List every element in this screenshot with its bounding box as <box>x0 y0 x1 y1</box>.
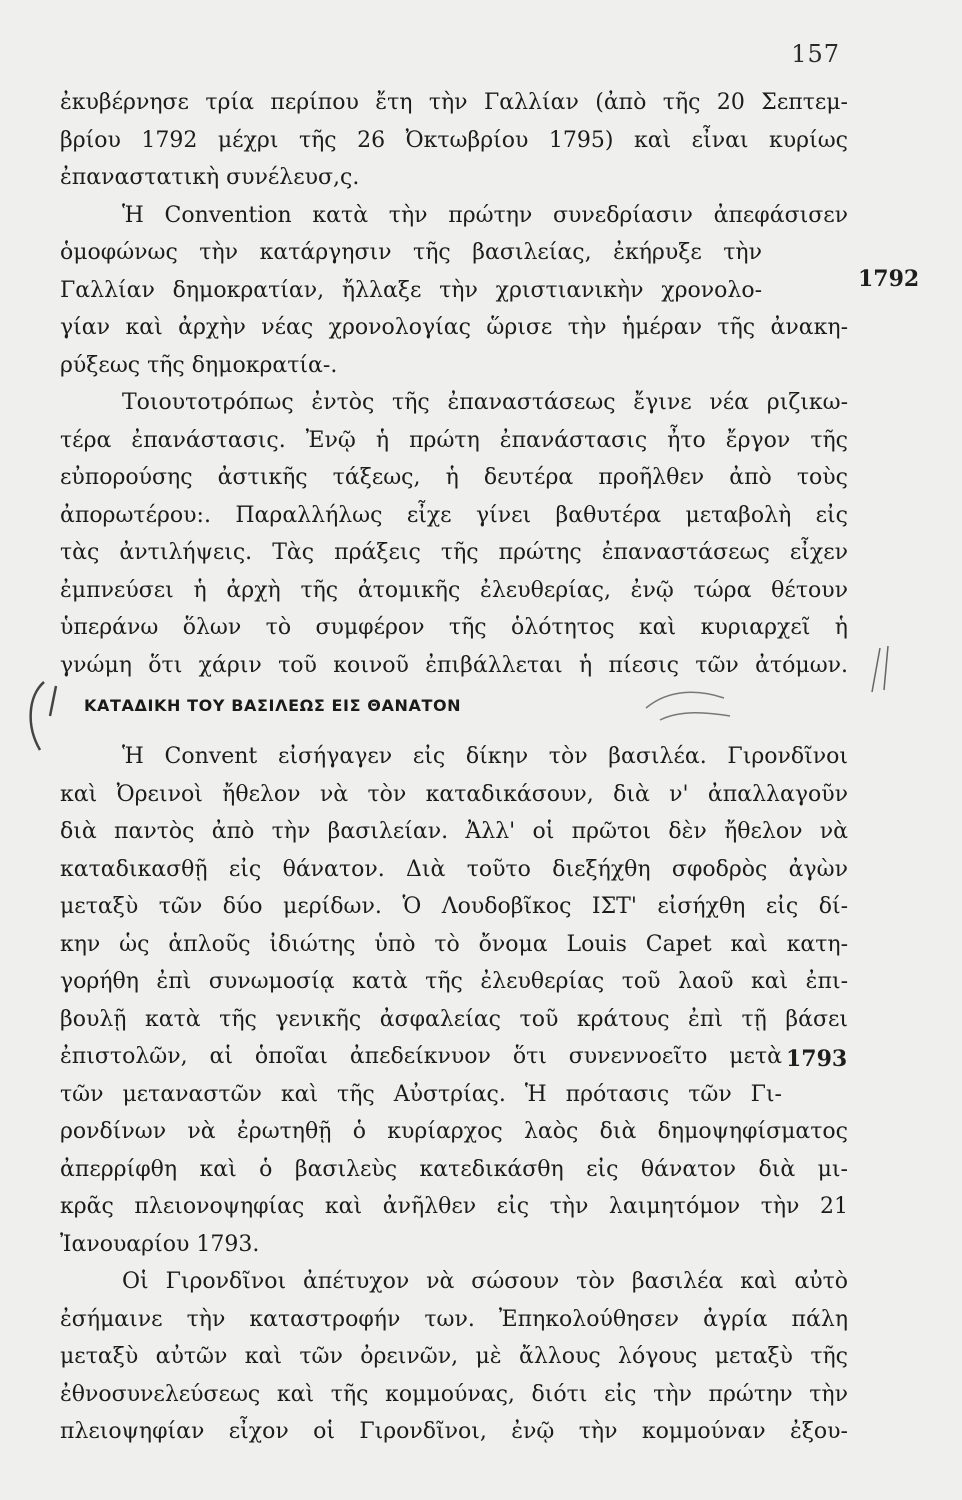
text-line: ἐπαναστατικὴ συνέλευσ,ς. <box>60 165 360 190</box>
text-line: Ἡ Convention κατὰ τὴν πρώτην συνεδρίασιν ἀπεφάσισεν <box>122 202 848 228</box>
text-line: εὐπορούσης ἀστικῆς τάξεως, ἡ δευτέρα προῆλθεν ἀπὸ τοὺς <box>60 465 848 490</box>
text-line: γίαν καὶ ἀρχὴν νέας χρονολογίας ὥρισε τὴν ἡμέραν τῆς ἀνακη- <box>60 315 848 340</box>
text-line: γορήθη ἐπὶ συνωμοσίᾳ κατὰ τῆς ἐλευθερίας τοῦ λαοῦ καὶ ἐπι- <box>60 969 848 994</box>
text-line: τῶν μεταναστῶν καὶ τῆς Αὐστρίας. Ἡ πρότασις τῶν Γι- <box>60 1081 782 1107</box>
text-line: Τοιουτοτρόπως ἐντὸς τῆς ἐπαναστάσεως ἔγινε νέα ριζικω- <box>122 390 848 415</box>
handwritten-tick-mark <box>862 640 902 700</box>
text-line: ἐμπνεύσει ἡ ἀρχὴ τῆς ἀτομικῆς ἐλευθερίας, ἐνῷ τώρα θέτουν <box>60 577 848 603</box>
text-line: καταδικασθῇ εἰς θάνατον. Διὰ τοῦτο διεξήχθη σφοδρὸς ἀγὼν <box>60 856 848 882</box>
body-text-block-2 <box>60 738 848 1451</box>
text-line: γνώμη ὅτι χάριν τοῦ κοινοῦ ἐπιβάλλεται ἡ πίεσις τῶν ἀτόμων. <box>60 652 848 678</box>
text-line: μεταξὺ τῶν δύο μερίδων. Ὁ Λουδοβῖκος ΙΣΤ' εἰσήχθη εἰς δί- <box>60 894 848 919</box>
text-line: ρύξεως τῆς δημοκρατία-. <box>60 352 338 378</box>
text-line: ὑπεράνω ὅλων τὸ συμφέρον τῆς ὁλότητος καὶ κυριαρχεῖ ἡ <box>60 615 848 640</box>
text-line: πλειοψηφίαν εἶχον οἱ Γιρονδῖνοι, ἐνῷ τὴν κομμούναν ἐξου- <box>60 1419 848 1444</box>
text-line: βρίου 1792 μέχρι τῆς 26 Ὀκτωβρίου 1795) καὶ εἶναι κυρίως <box>60 127 848 153</box>
text-line: καὶ Ὀρεινοὶ ἤθελον νὰ τὸν καταδικάσουν, διὰ ν' ἀπαλλαγοῦν <box>60 781 848 807</box>
text-line: ἐκυβέρνησε τρία περίπου ἔτη τὴν Γαλλίαν (ἀπὸ τῆς 20 Σεπτεμ- <box>60 90 848 115</box>
text-line: Ἡ Convent εἰσήγαγεν εἰς δίκην τὸν βασιλέα. Γιρονδῖνοι <box>122 744 848 769</box>
text-line: Ἰανουαρίου 1793. <box>60 1231 260 1257</box>
margin-year-1792: 1792 <box>858 266 920 292</box>
text-line: ἀπορωτέρου:. Παραλλήλως εἶχε γίνει βαθυτέρα μεταβολὴ εἰς <box>60 502 848 528</box>
text-line: διὰ παντὸς ἀπὸ τὴν βασιλείαν. Ἀλλ' οἱ πρῶτοι δὲν ἤθελον νὰ <box>60 819 848 844</box>
text-line: Οἱ Γιρονδῖνοι ἀπέτυχον νὰ σώσουν τὸν βασιλέα καὶ αὐτὸ <box>122 1269 848 1294</box>
page-number: 157 <box>791 40 840 68</box>
text-line: κην ὡς ἁπλοῦς ἰδιώτης ὑπὸ τὸ ὄνομα Louis Capet καὶ κατη- <box>60 931 848 957</box>
text-line: ἀπερρίφθη καὶ ὁ βασιλεὺς κατεδικάσθη εἰς θάνατον διὰ μι- <box>60 1156 848 1182</box>
text-line: ὁμοφώνως τὴν κατάργησιν τῆς βασιλείας, ἐκήρυξε τὴν <box>60 240 762 265</box>
margin-year-1793: 1793 <box>786 1046 848 1072</box>
section-heading: ΚΑΤΑΔΙΚΗ ΤΟΥ ΒΑΣΙΛΕΩΣ ΕΙΣ ΘΑΝΑΤΟΝ <box>84 696 462 715</box>
text-line: μεταξὺ αὐτῶν καὶ τῶν ὀρεινῶν, μὲ ἄλλους λόγους μεταξὺ τῆς <box>60 1344 848 1369</box>
text-line: ἐπιστολῶν, αἱ ὁποῖαι ἀπεδείκνυον ὅτι συνεννοεῖτο μετὰ <box>60 1044 782 1069</box>
text-line: βουλῇ κατὰ τῆς γενικῆς ἀσφαλείας τοῦ κράτους ἐπὶ τῇ βάσει <box>60 1006 848 1032</box>
text-line: ρονδίνων νὰ ἐρωτηθῇ ὁ κυρίαρχος λαὸς διὰ δημοψηφίσματος <box>60 1119 848 1144</box>
text-line: Γαλλίαν δημοκρατίαν, ἤλλαξε τὴν χριστιανικὴν χρονολο- <box>60 277 762 303</box>
body-text-block-1 <box>60 84 848 684</box>
handwritten-scribble-mark <box>640 680 740 740</box>
text-line: τὰς ἀντιλήψεις. Τὰς πράξεις τῆς πρώτης ἐπαναστάσεως εἶχεν <box>60 540 848 565</box>
text-line: τέρα ἐπανάστασις. Ἐνῷ ἡ πρώτη ἐπανάστασις ἦτο ἔργον τῆς <box>60 427 848 453</box>
text-line: ἐθνοσυνελεύσεως καὶ τῆς κομμούνας, διότι εἰς τὴν πρώτην τὴν <box>60 1381 848 1407</box>
text-line: ἐσήμαινε τὴν καταστροφήν των. Ἐπηκολούθησεν ἀγρία πάλη <box>60 1306 848 1332</box>
text-line: κρᾶς πλειονοψηφίας καὶ ἀνῆλθεν εἰς τὴν λαιμητόμον τὴν 21 <box>60 1194 848 1219</box>
